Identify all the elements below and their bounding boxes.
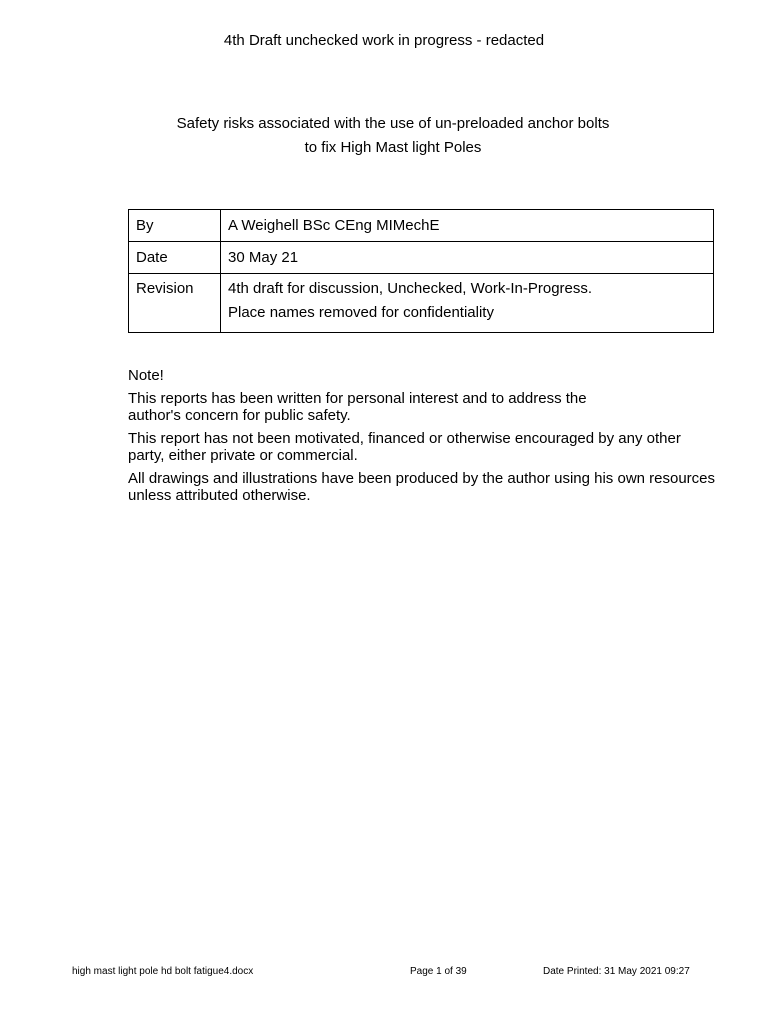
table-value-revision — [221, 274, 714, 333]
table-key-by: By — [129, 210, 221, 242]
table-key-date: Date — [129, 242, 221, 274]
table-value-author: A Weighell BSc CEng MIMechE — [221, 210, 714, 242]
table-row-revision — [129, 274, 714, 333]
table-value-date: 30 May 21 — [221, 242, 714, 274]
draft-notice: 4th Draft unchecked work in progress - redacted — [223, 32, 545, 49]
table-row-by — [129, 210, 714, 242]
note-paragraph-1: This reports has been written for personal interest and to address the author's concern for public safety. — [128, 390, 587, 424]
revision-line-2: Place names removed for confidentiality — [228, 304, 494, 321]
table-row-date — [129, 242, 714, 274]
revision-line-1: 4th draft for discussion, Unchecked, Work-In-Progress. — [228, 280, 593, 297]
title-line-1: Safety risks associated with the use of un-preloaded anchor bolts — [176, 115, 610, 132]
table-key-revision: Revision — [129, 274, 221, 333]
title-line-2: to fix High Mast light Poles — [304, 139, 482, 156]
note-paragraph-3: All drawings and illustrations have been produced by the author using his own resources unless attributed otherwise. — [128, 470, 716, 504]
document-title — [0, 112, 768, 160]
note-heading: Note! — [128, 367, 164, 384]
notes-section — [128, 367, 718, 510]
document-info-table — [128, 209, 714, 333]
note-paragraph-2: This report has not been motivated, financed or otherwise encouraged by any other party, either private or commercial. — [128, 430, 681, 464]
footer-filename: high mast light pole hd bolt fatigue4.docx — [72, 966, 254, 977]
footer-date-printed: Date Printed: 31 May 2021 09:27 — [543, 966, 690, 977]
footer-page-number: Page 1 of 39 — [410, 966, 467, 977]
